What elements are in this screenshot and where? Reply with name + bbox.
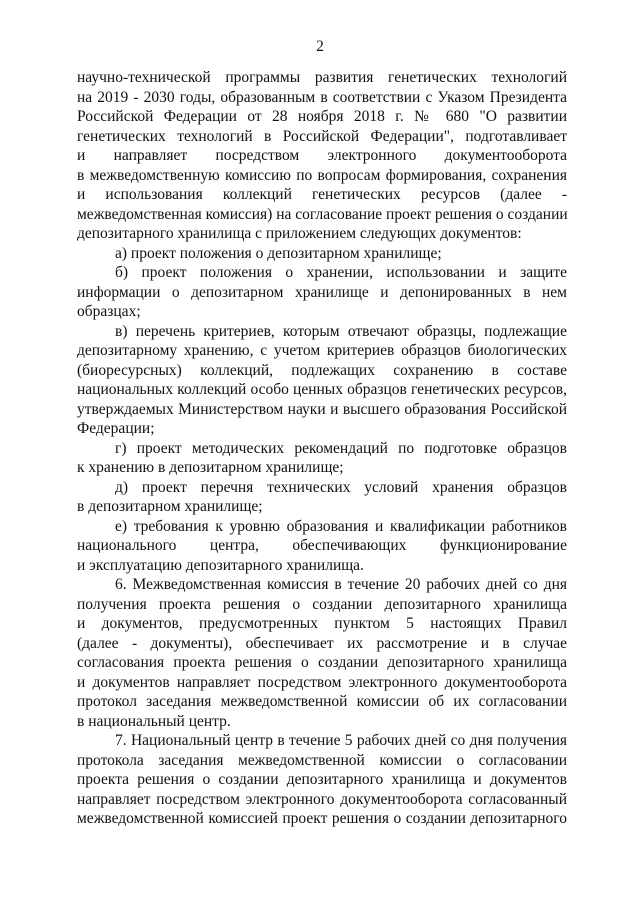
text-line: (биоресурсных) коллекций, подлежащих сохранению в составе — [77, 361, 567, 379]
text-line: протокол заседания межведомственной комиссии об их согласовании — [77, 693, 567, 710]
text-line: образцах; — [77, 303, 141, 320]
list-item-a: а) проект положения о депозитарном хранилище; — [115, 244, 442, 262]
text-line: в межведомственную комиссию по вопросам формирования, сохранения — [77, 166, 567, 184]
list-item-d: д) проект перечня технических условий хранения образцов — [115, 478, 567, 496]
text-line: к хранению в депозитарном хранилище; — [77, 459, 344, 476]
paragraph-6: 6. Межведомственная комиссия в течение 20 рабочих дней со дня — [115, 576, 567, 593]
text-line: согласования проекта решения о создании депозитарного хранилища — [77, 654, 567, 671]
text-line: генетических технологий в Российской Федерации", подготавливает — [77, 127, 567, 145]
document-body — [77, 68, 567, 829]
text-line: депозитарного хранилища с приложением следующих документов: — [77, 225, 522, 242]
text-line: Российской Федерации от 28 ноября 2018 г. № 680 "О развитии — [77, 108, 567, 125]
list-item-e: е) требования к уровню образования и квалификации работников — [115, 517, 567, 535]
text-line: межведомственной комиссией проект решения о создании депозитарного — [77, 810, 567, 827]
text-line: информации о депозитарном хранилище и депонированных в нем — [77, 283, 567, 301]
text-line: Федерации; — [77, 420, 155, 437]
paragraph-7: 7. Национальный центр в течение 5 рабочих дней со дня получения — [115, 732, 567, 749]
text-line: и эксплуатацию депозитарного хранилища. — [77, 556, 364, 574]
text-line: направляет посредством электронного документооборота согласованный — [77, 790, 567, 808]
text-line: и документов направляет посредством электронного документооборота — [77, 673, 567, 691]
text-line: протокола заседания межведомственной комиссии о согласовании — [77, 751, 567, 769]
text-line: (далее - документы), обеспечивает их рассмотрение и в случае — [77, 634, 567, 652]
page-number: 2 — [316, 38, 324, 55]
list-item-g: г) проект методических рекомендаций по подготовке образцов — [115, 439, 567, 457]
text-line: в депозитарном хранилище; — [77, 498, 263, 515]
text-line: утверждаемых Министерством науки и высшего образования Российской — [77, 400, 567, 418]
text-line: и использования коллекций генетических ресурсов (далее - — [77, 186, 567, 203]
list-item-b: б) проект положения о хранении, использовании и защите — [115, 264, 567, 281]
text-line: научно-технической программы развития генетических технологий — [77, 69, 567, 86]
text-line: получения проекта решения о создании депозитарного хранилища — [77, 595, 567, 613]
text-line: и документов, предусмотренных пунктом 5 настоящих Правил — [77, 615, 567, 632]
text-line: и направляет посредством электронного документооборота — [77, 147, 567, 164]
text-line: проекта решения о создании депозитарного хранилища и документов — [77, 771, 567, 788]
text-line: в национальный центр. — [77, 712, 231, 730]
list-item-v: в) перечень критериев, которым отвечают образцы, подлежащие — [115, 322, 567, 340]
text-line: депозитарному хранению, с учетом критериев образцов биологических — [77, 342, 567, 359]
text-line: на 2019 - 2030 годы, образованным в соответствии с Указом Президента — [77, 88, 567, 106]
text-line: национального центра, обеспечивающих функционирование — [77, 537, 567, 554]
text-line: межведомственная комиссия) на согласование проект решения о создании — [77, 205, 568, 223]
text-line: национальных коллекций особо ценных образцов генетических ресурсов, — [77, 381, 567, 398]
